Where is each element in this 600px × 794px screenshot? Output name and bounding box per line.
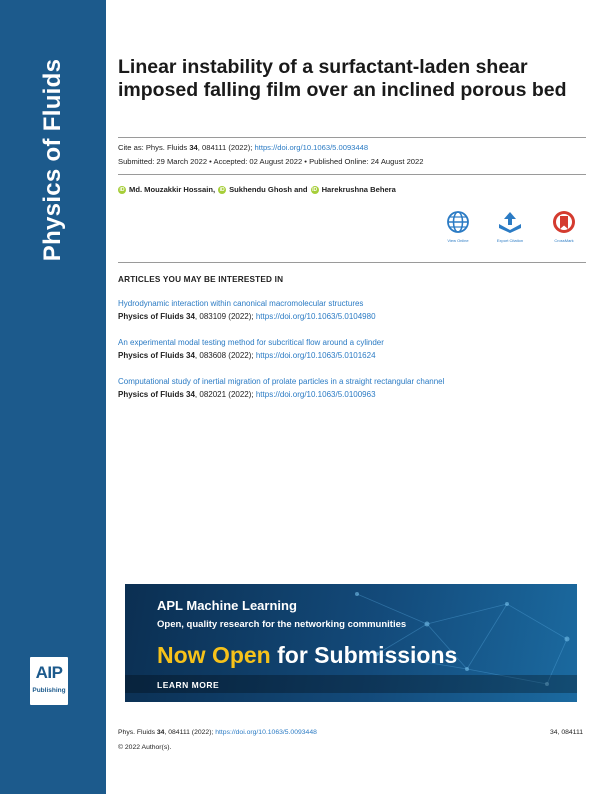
related-doi-link[interactable]: https://doi.org/10.1063/5.0101624 — [255, 351, 376, 360]
footer-citation — [118, 729, 317, 736]
banner-journal-name: APL Machine Learning — [157, 598, 297, 613]
related-article-citation — [118, 310, 598, 323]
related-doi-link[interactable]: https://doi.org/10.1063/5.0100963 — [255, 390, 376, 399]
author-name[interactable]: Md. Mouzakkir Hossain, — [129, 185, 216, 194]
related-journal: Physics of Fluids — [118, 312, 187, 321]
related-article — [118, 297, 598, 323]
divider — [118, 174, 586, 175]
banner-headline-rest: for Submissions — [270, 642, 458, 668]
author-name[interactable]: Sukhendu Ghosh and — [229, 185, 308, 194]
divider — [118, 262, 586, 263]
apl-machine-learning-banner[interactable] — [125, 584, 577, 702]
article-doi-link[interactable]: https://doi.org/10.1063/5.0093448 — [254, 143, 369, 152]
related-article-title[interactable]: An experimental modal testing method for subcritical flow around a cylinder — [118, 338, 384, 347]
related-ref: , 083608 (2022); — [194, 351, 256, 360]
related-doi-link[interactable]: https://doi.org/10.1063/5.0104980 — [255, 312, 376, 321]
export-icon — [496, 210, 524, 234]
author-name[interactable]: Harekrushna Behera — [321, 185, 396, 194]
related-volume: 34 — [186, 390, 195, 399]
article-title: Linear instability of a surfactant-laden shear imposed falling film over an inclined porous bed — [118, 56, 567, 101]
cite-prefix: Cite as: Phys. Fluids — [118, 143, 190, 152]
journal-name: Physics of Fluids — [39, 58, 66, 262]
learn-more-button[interactable]: LEARN MORE — [157, 680, 220, 690]
orcid-icon[interactable]: iD — [312, 186, 318, 193]
divider — [118, 137, 586, 138]
author-list — [118, 185, 399, 194]
publication-dates: Submitted: 29 March 2022 • Accepted: 02 August 2022 • Published Online: 24 August 2022 — [118, 157, 424, 166]
globe-icon — [446, 210, 470, 234]
related-journal: Physics of Fluids — [118, 351, 187, 360]
banner-headline-highlight: Now Open — [157, 642, 271, 668]
related-volume: 34 — [186, 351, 195, 360]
export-citation-button[interactable] — [490, 210, 530, 243]
footer-page-ref: 34, 084111 — [550, 729, 584, 736]
orcid-icon[interactable]: iD — [119, 186, 125, 193]
journal-sidebar — [0, 0, 106, 794]
footer-doi-link[interactable]: https://doi.org/10.1063/5.0093448 — [215, 729, 317, 736]
related-ref: , 082021 (2022); — [194, 390, 256, 399]
related-article-title[interactable]: Computational study of inertial migration of prolate particles in a straight rectangular channel — [118, 377, 445, 386]
footer-volume: 34 — [156, 729, 165, 736]
footer-ref: , 084111 (2022); — [164, 729, 216, 736]
related-article — [118, 336, 598, 362]
related-ref: , 083109 (2022); — [194, 312, 256, 321]
copyright-notice: © 2022 Author(s). — [118, 744, 172, 751]
related-article-citation — [118, 388, 598, 401]
banner-headline — [157, 642, 457, 669]
related-volume: 34 — [186, 312, 195, 321]
aip-publishing-logo[interactable] — [30, 657, 68, 705]
export-citation-label: Export Citation — [496, 238, 524, 243]
footer-journal: Phys. Fluids — [118, 729, 157, 736]
banner-tagline: Open, quality research for the networking communities — [157, 619, 407, 630]
related-articles-heading: ARTICLES YOU MAY BE INTERESTED IN — [118, 275, 284, 284]
view-online-label: View Online — [447, 238, 469, 243]
aip-logo-subtitle: Publishing — [32, 687, 66, 694]
related-article-title[interactable]: Hydrodynamic interaction within canonical macromolecular structures — [118, 299, 364, 308]
cite-suffix: , 084111 (2022); — [197, 143, 255, 152]
crossmark-label: CrossMark — [554, 238, 574, 243]
related-journal: Physics of Fluids — [118, 390, 187, 399]
view-online-button[interactable] — [438, 210, 478, 243]
citation-line — [118, 143, 368, 152]
cite-volume: 34 — [189, 143, 198, 152]
aip-logo-text: AIP — [35, 663, 63, 682]
crossmark-icon — [552, 210, 576, 234]
crossmark-button[interactable] — [544, 210, 584, 243]
orcid-icon[interactable]: iD — [219, 186, 225, 193]
related-article — [118, 375, 598, 401]
related-article-citation — [118, 349, 598, 362]
